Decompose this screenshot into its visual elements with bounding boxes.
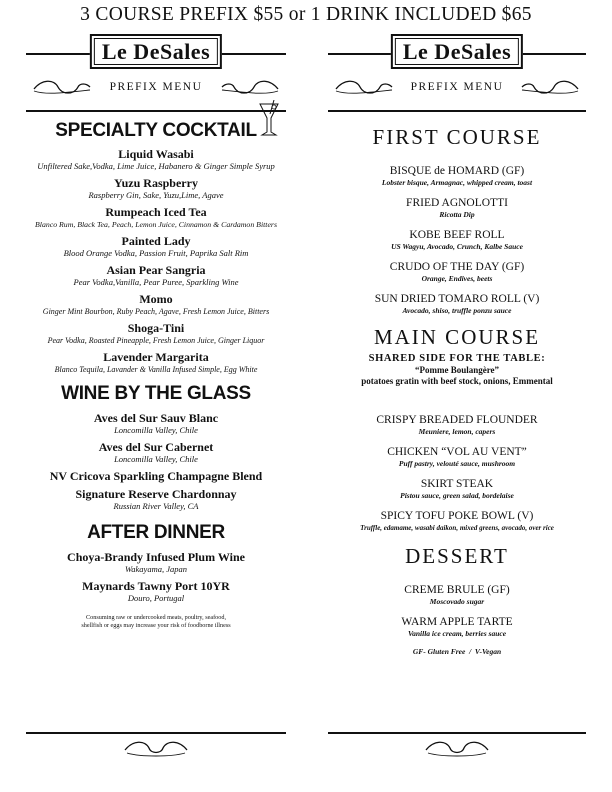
item-name: Signature Reserve Chardonnay xyxy=(75,487,237,501)
item-name: Aves del Sur Cabernet xyxy=(98,440,214,454)
health-disclaimer xyxy=(26,614,286,629)
item-name: WARM APPLE TARTE xyxy=(401,616,513,628)
item-description: Russian River Valley, CA xyxy=(113,501,199,511)
list-item xyxy=(26,234,286,259)
prefix-price-banner: 3 COURSE PREFIX $55 or 1 DRINK INCLUDED $65 xyxy=(80,4,532,25)
list-item xyxy=(26,487,286,512)
dessert-heading: DESSERT xyxy=(405,544,509,568)
list-item xyxy=(26,292,286,317)
item-name: CREME BRULE (GF) xyxy=(404,584,510,596)
disclaimer-line: Consuming raw or undercooked meats, poultry, seafood, xyxy=(86,614,226,621)
flourish-left-icon xyxy=(32,77,92,97)
cocktail-glass-icon xyxy=(256,100,282,138)
list-item xyxy=(26,205,286,230)
item-description: Puff pastry, velouté sauce, mushroom xyxy=(398,459,516,468)
wine-list xyxy=(26,411,286,512)
item-description: Loncomilla Valley, Chile xyxy=(114,454,198,464)
item-name: SPICY TOFU POKE BOWL (V) xyxy=(380,510,534,522)
item-name: Asian Pear Sangria xyxy=(106,263,206,277)
item-name: SUN DRIED TOMARO ROLL (V) xyxy=(374,293,540,305)
cocktail-list xyxy=(26,147,286,375)
item-description: Blanco Tequila, Lavander & Vanilla Infused Simple, Egg White xyxy=(54,365,258,374)
section-divider xyxy=(328,110,586,112)
item-name: Momo xyxy=(139,292,173,306)
list-item xyxy=(328,292,586,316)
item-description: Pistou sauce, green salad, bordelaise xyxy=(400,491,514,500)
bottom-ornament-left xyxy=(26,732,286,762)
list-item xyxy=(26,550,286,575)
restaurant-logo: Le DeSales xyxy=(90,34,222,69)
after-dinner-section xyxy=(26,522,286,604)
logo-header xyxy=(26,30,286,74)
item-name: Aves del Sur Sauv Blanc xyxy=(93,411,219,425)
restaurant-logo: Le DeSales xyxy=(391,34,523,69)
right-menu-column xyxy=(328,30,586,656)
item-description: Wakayama, Japan xyxy=(124,564,187,574)
list-item xyxy=(328,228,586,252)
list-item xyxy=(26,350,286,375)
wine-heading: WINE BY THE GLASS xyxy=(61,383,251,404)
shared-side xyxy=(328,352,586,387)
item-description: Pear Vodka,Vanilla, Pear Puree, Sparkling Wine xyxy=(73,277,239,287)
flourish-bottom-icon xyxy=(121,740,191,758)
item-description: Lobster bisque, Armagnac, whipped cream, toast xyxy=(381,178,533,187)
list-item xyxy=(328,615,586,639)
list-item xyxy=(26,321,286,346)
list-item xyxy=(328,164,586,188)
list-item xyxy=(26,469,286,483)
list-item xyxy=(26,411,286,436)
left-menu-column xyxy=(26,30,286,629)
cocktail-section xyxy=(26,120,286,375)
item-description: Blanco Rum, Black Tea, Peach, Lemon Juice, Cinnamon & Cardamon Bitters xyxy=(35,220,277,229)
dessert-list xyxy=(328,583,586,639)
list-item xyxy=(26,263,286,288)
list-item xyxy=(26,440,286,465)
subtitle-row xyxy=(328,74,586,100)
item-description: Blood Orange Vodka, Passion Fruit, Paprika Salt Rim xyxy=(63,248,249,258)
list-item xyxy=(26,579,286,604)
logo-header xyxy=(328,30,586,74)
item-name: CRUDO OF THE DAY (GF) xyxy=(389,261,525,273)
list-item xyxy=(328,477,586,501)
item-description: US Wagyu, Avocado, Crunch, Kalbe Sauce xyxy=(391,242,523,251)
cocktail-heading: SPECIALTY COCKTAIL xyxy=(55,120,257,141)
item-name: SKIRT STEAK xyxy=(420,478,494,490)
list-item xyxy=(26,176,286,201)
item-name: NV Cricova Sparkling Champagne Blend xyxy=(49,469,263,483)
item-name: Yuzu Raspberry xyxy=(114,176,198,190)
bottom-rule xyxy=(26,732,286,734)
item-description: Moscovado sugar xyxy=(429,597,485,606)
item-description: Vanilla ice cream, berries sauce xyxy=(407,629,507,638)
item-name: Liquid Wasabi xyxy=(118,147,194,161)
first-course-section xyxy=(328,124,586,316)
main-course-list xyxy=(328,413,586,533)
item-description: Ginger Mint Bourbon, Ruby Peach, Agave, Fresh Lemon Juice, Bitters xyxy=(42,307,270,316)
item-description: Douro, Portugal xyxy=(127,593,185,603)
list-item xyxy=(328,260,586,284)
item-description: Raspberry Gin, Sake, Yuzu,Lime, Agave xyxy=(88,190,224,200)
item-description: Avocado, shiso, truffle ponzu sauce xyxy=(402,306,512,315)
first-course-list xyxy=(328,164,586,316)
item-name: FRIED AGNOLOTTI xyxy=(406,197,508,209)
flourish-right-icon xyxy=(220,77,280,97)
item-description: Pear Vodka, Roasted Pineapple, Fresh Lemon Juice, Ginger Liquor xyxy=(47,336,265,345)
dessert-section xyxy=(328,543,586,656)
item-name: Shoga-Tini xyxy=(127,321,185,335)
first-course-heading: FIRST COURSE xyxy=(372,125,542,149)
flourish-bottom-icon xyxy=(422,740,492,758)
item-name: CHICKEN “VOL AU VENT” xyxy=(387,446,527,458)
main-course-section xyxy=(328,324,586,533)
item-name: Painted Lady xyxy=(121,234,191,248)
item-name: CRISPY BREADED FLOUNDER xyxy=(376,414,538,426)
wine-section xyxy=(26,383,286,512)
item-description: Meuniere, lemon, capers xyxy=(418,427,496,436)
shared-side-dish: “Pomme Boulangère” xyxy=(414,365,500,375)
item-description: Orange, Endives, beets xyxy=(421,274,493,283)
item-name: KOBE BEEF ROLL xyxy=(409,229,505,241)
disclaimer-line: shellfish or eggs may increase your risk of foodborne illness xyxy=(81,621,231,629)
item-description: Unfiltered Sake,Vodka, Lime Juice, Habanero & Ginger Simple Syrup xyxy=(37,161,275,171)
item-name: Rumpeach Iced Tea xyxy=(105,205,207,219)
item-name: BISQUE de HOMARD (GF) xyxy=(389,165,525,177)
after-dinner-list xyxy=(26,550,286,604)
bottom-rule xyxy=(328,732,586,734)
subtitle-row xyxy=(26,74,286,100)
bottom-ornament-right xyxy=(328,732,586,762)
item-description: Loncomilla Valley, Chile xyxy=(114,425,198,435)
list-item xyxy=(328,196,586,220)
menu-subtitle: PREFIX MENU xyxy=(410,81,504,93)
dietary-legend: GF- Gluten Free / V-Vegan xyxy=(412,647,502,656)
main-course-heading: MAIN COURSE xyxy=(373,325,541,349)
item-description: Truffle, edamame, wasabi daikon, mixed greens, avocado, over rice xyxy=(360,524,554,532)
list-item xyxy=(328,445,586,469)
menu-subtitle: PREFIX MENU xyxy=(109,81,203,93)
shared-side-description: potatoes gratin with beef stock, onions, Emmental xyxy=(361,376,553,386)
section-divider xyxy=(26,110,286,112)
flourish-left-icon xyxy=(334,77,394,97)
list-item xyxy=(328,413,586,437)
list-item xyxy=(26,147,286,172)
item-name: Lavender Margarita xyxy=(103,350,209,364)
list-item xyxy=(328,583,586,607)
list-item xyxy=(328,509,586,533)
item-name: Choya-Brandy Infused Plum Wine xyxy=(67,550,245,564)
item-name: Maynards Tawny Port 10YR xyxy=(82,579,230,593)
flourish-right-icon xyxy=(520,77,580,97)
shared-side-label: SHARED SIDE FOR THE TABLE: xyxy=(368,353,546,364)
item-description: Ricotta Dip xyxy=(439,210,475,219)
after-dinner-heading: AFTER DINNER xyxy=(87,522,225,543)
